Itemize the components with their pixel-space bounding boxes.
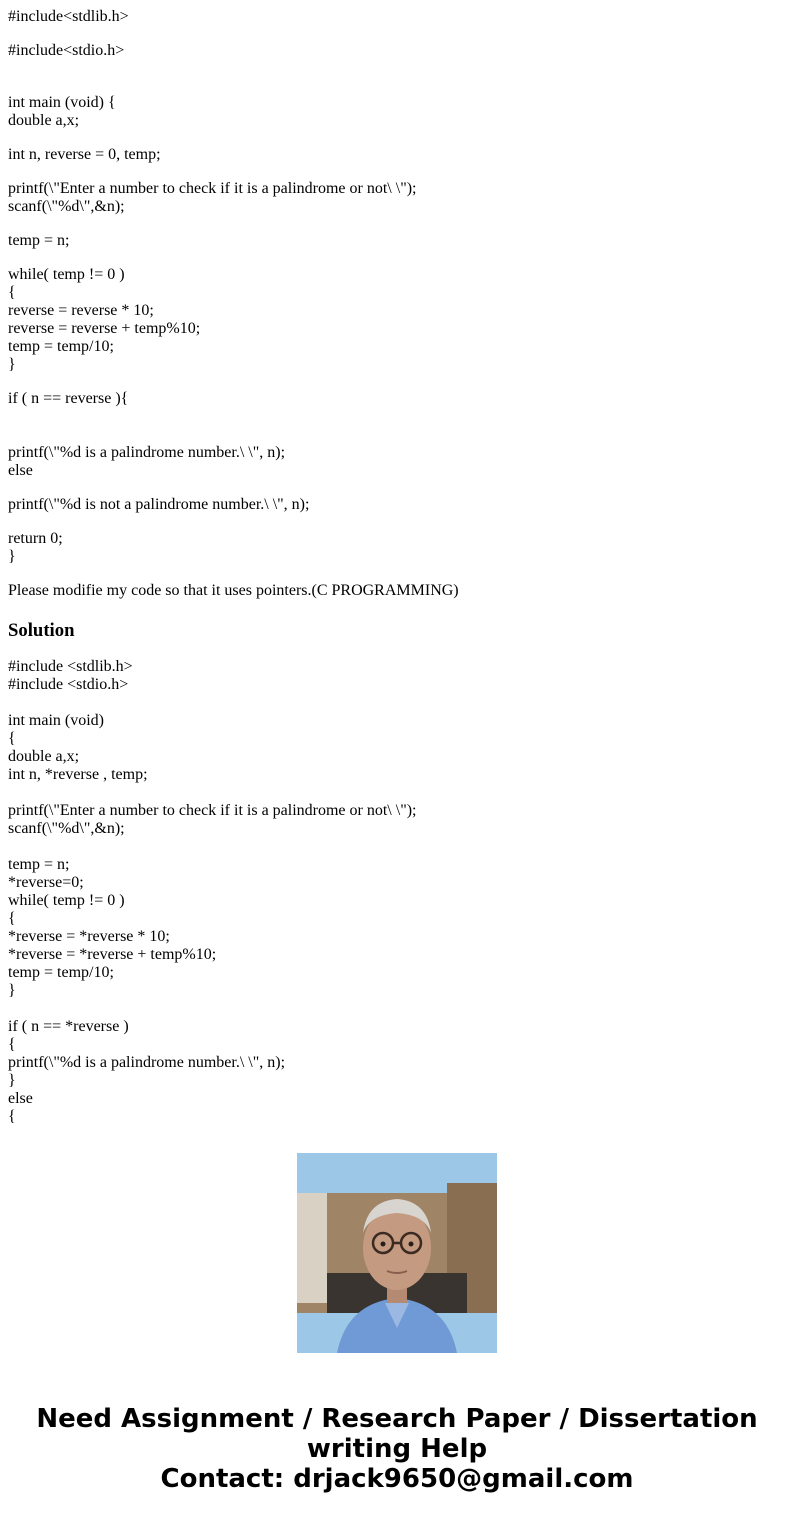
code-line: return 0;: [8, 530, 63, 547]
code-line: {: [8, 910, 16, 927]
code-line: temp = temp/10;: [8, 338, 114, 355]
code-line: *reverse = *reverse * 10;: [8, 928, 170, 945]
code-line: }: [8, 982, 16, 999]
code-line: temp = n;: [8, 856, 70, 873]
code-line: int n, reverse = 0, temp;: [8, 146, 161, 163]
code-line: #include <stdio.h>: [8, 676, 129, 693]
code-line: while( temp != 0 ): [8, 892, 125, 909]
code-line: reverse = reverse + temp%10;: [8, 320, 201, 337]
code-line: printf(\"%d is a palindrome number.\ \", n);: [8, 1054, 286, 1071]
code-line: {: [8, 284, 16, 301]
code-line: double a,x;: [8, 112, 80, 129]
code-line: if ( n == *reverse ): [8, 1018, 129, 1035]
code-line: }: [8, 548, 16, 565]
code-line: }: [8, 1072, 16, 1089]
code-line: #include <stdlib.h>: [8, 658, 133, 675]
code-line: #include<stdlib.h>: [8, 8, 129, 25]
code-line: *reverse = *reverse + temp%10;: [8, 946, 217, 963]
code-line: temp = n;: [8, 232, 70, 249]
question-request: Please modifie my code so that it uses pointers.(C PROGRAMMING): [8, 582, 459, 599]
code-line: {: [8, 1036, 16, 1053]
code-line: while( temp != 0 ): [8, 266, 125, 283]
document-body: [8, 8, 786, 1125]
code-line: }: [8, 356, 16, 373]
banner-contact-email: Contact: drjack9650@gmail.com: [160, 1464, 634, 1494]
code-line: int main (void): [8, 712, 104, 729]
code-line: else: [8, 462, 33, 479]
code-line: {: [8, 1108, 16, 1125]
code-line: else: [8, 1090, 33, 1107]
code-line: int n, *reverse , temp;: [8, 766, 148, 783]
code-line: scanf(\"%d\",&n);: [8, 198, 125, 215]
code-line: temp = temp/10;: [8, 964, 114, 981]
code-line: double a,x;: [8, 748, 80, 765]
code-line: #include<stdio.h>: [8, 42, 125, 59]
contact-banner: [0, 1404, 794, 1494]
code-line: *reverse=0;: [8, 874, 84, 891]
solution-heading: Solution: [8, 620, 75, 641]
author-portrait-image: [297, 1153, 497, 1353]
code-line: reverse = reverse * 10;: [8, 302, 154, 319]
code-line: int main (void) {: [8, 94, 116, 111]
code-line: scanf(\"%d\",&n);: [8, 820, 125, 837]
code-line: if ( n == reverse ){: [8, 390, 129, 407]
code-line: {: [8, 730, 16, 747]
question-code: [8, 8, 786, 600]
solution-code: [8, 658, 786, 1125]
code-line: printf(\"%d is not a palindrome number.\ \", n);: [8, 496, 310, 513]
author-photo: [297, 1153, 497, 1353]
banner-line: writing Help: [306, 1434, 488, 1464]
code-line: printf(\"Enter a number to check if it is a palindrome or not\ \");: [8, 802, 417, 819]
code-line: printf(\"Enter a number to check if it is a palindrome or not\ \");: [8, 180, 417, 197]
banner-line: Need Assignment / Research Paper / Dissertation: [36, 1404, 758, 1434]
code-line: printf(\"%d is a palindrome number.\ \", n);: [8, 444, 286, 461]
